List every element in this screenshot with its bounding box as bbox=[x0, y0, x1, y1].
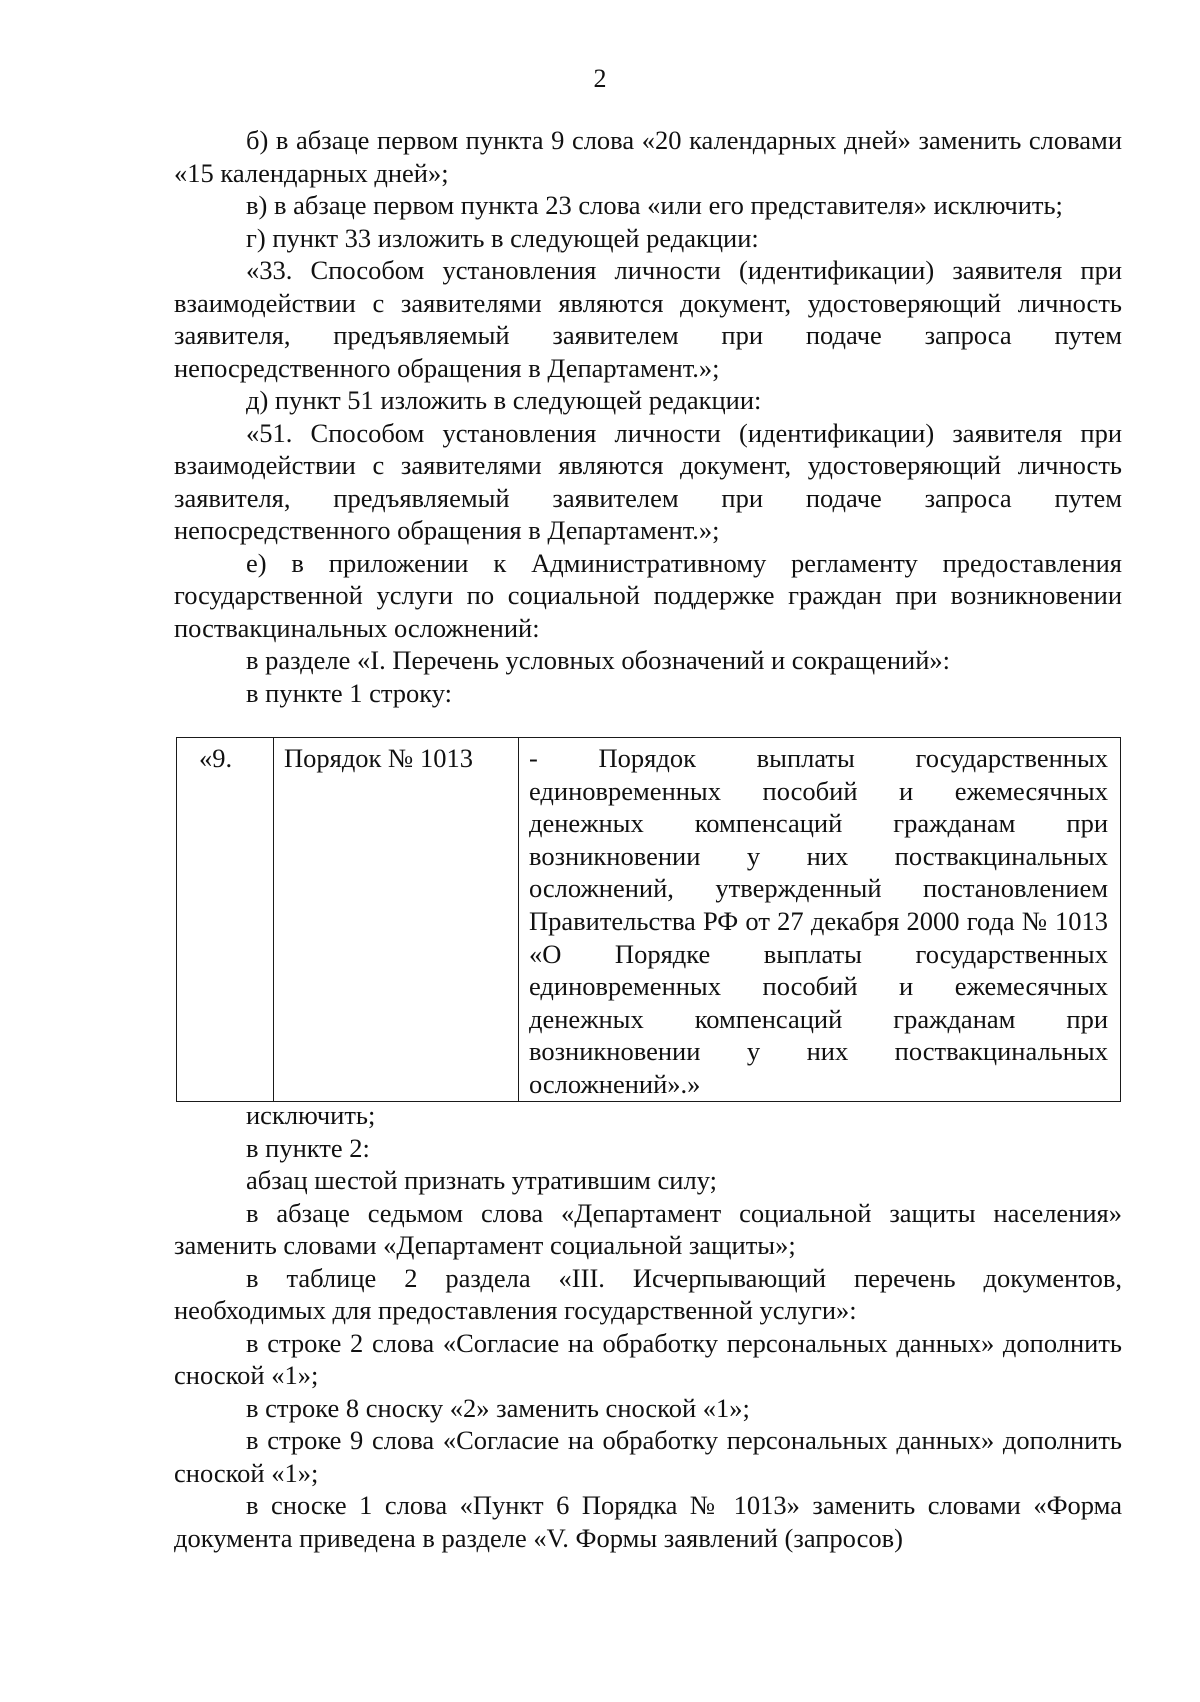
row-number-cell: «9. bbox=[177, 738, 274, 1102]
excluded-row-table bbox=[176, 737, 1121, 1102]
paragraph-v: в) в абзаце первом пункта 23 слова «или его представителя» исключить; bbox=[246, 190, 1063, 220]
page-number: 2 bbox=[593, 64, 607, 93]
amendments-bottom bbox=[174, 1099, 1122, 1554]
paragraph-row-9: в строке 9 слова «Согласие на обработку персональных данных» дополнить сноской «1»; bbox=[174, 1425, 1122, 1488]
paragraph-33: «33. Способом установления личности (идентификации) заявителя при взаимодействии с заявителями являются документ, удостоверяющий личность заявителя, предъявляемый заявителем при подаче запроса путем непосредственного обращения в Департамент.»; bbox=[174, 255, 1122, 383]
paragraph-footnote-1: в сноске 1 слова «Пункт 6 Порядка № 1013» заменить словами «Форма документа приведена в разделе «V. Формы заявлений (запросов) bbox=[174, 1490, 1122, 1553]
row-name-cell: Порядок № 1013 bbox=[274, 738, 519, 1102]
paragraph-section-1: в разделе «I. Перечень условных обозначений и сокращений»: bbox=[246, 645, 951, 675]
paragraph-row-2: в строке 2 слова «Согласие на обработку персональных данных» дополнить сноской «1»; bbox=[174, 1327, 1122, 1390]
paragraph-51: «51. Способом установления личности (идентификации) заявителя при взаимодействии с заявителями являются документ, удостоверяющий личность заявителя, предъявляемый заявителем при подаче запроса путем непосредственного обращения в Департамент.»; bbox=[174, 417, 1122, 545]
paragraph-point-2: в пункте 2: bbox=[246, 1132, 370, 1163]
paragraph-g: г) пункт 33 изложить в следующей редакции: bbox=[246, 222, 759, 253]
paragraph-d: д) пункт 51 изложить в следующей редакции: bbox=[246, 385, 762, 415]
paragraph-row-8: в строке 8 сноску «2» заменить сноской «1»; bbox=[246, 1392, 750, 1423]
table-row bbox=[177, 738, 1121, 1102]
amendments-top bbox=[174, 124, 1122, 709]
paragraph-e: е) в приложении к Административному регламенту предоставления государственной услуги по социальной поддержке граждан при возникновении поствакцинальных осложнений: bbox=[174, 547, 1122, 643]
paragraph-exclude: исключить; bbox=[246, 1100, 376, 1130]
paragraph-abzac-6: абзац шестой признать утратившим силу; bbox=[246, 1165, 717, 1195]
paragraph-point-1: в пункте 1 строку: bbox=[246, 677, 453, 708]
paragraph-table-2: в таблице 2 раздела «III. Исчерпывающий перечень документов, необходимых для предоставления государственной услуги»: bbox=[174, 1262, 1122, 1325]
paragraph-abzac-7: в абзаце седьмом слова «Департамент социальной защиты населения» заменить словами «Департамент социальной защиты»; bbox=[174, 1197, 1122, 1260]
row-description-cell: - Порядок выплаты государственных единовременных пособий и ежемесячных денежных компенсаций гражданам при возникновении у них поствакцинальных осложнений, утвержденный постановлением Правительства РФ от 27 декабря 2000 года № 1013 «О Порядке выплаты государственных единовременных пособий и ежемесячных денежных компенсаций гражданам при возникновении у них поствакцинальных осложнений».» bbox=[519, 738, 1121, 1102]
paragraph-b: б) в абзаце первом пункта 9 слова «20 календарных дней» заменить словами «15 календарных дней»; bbox=[174, 125, 1122, 188]
